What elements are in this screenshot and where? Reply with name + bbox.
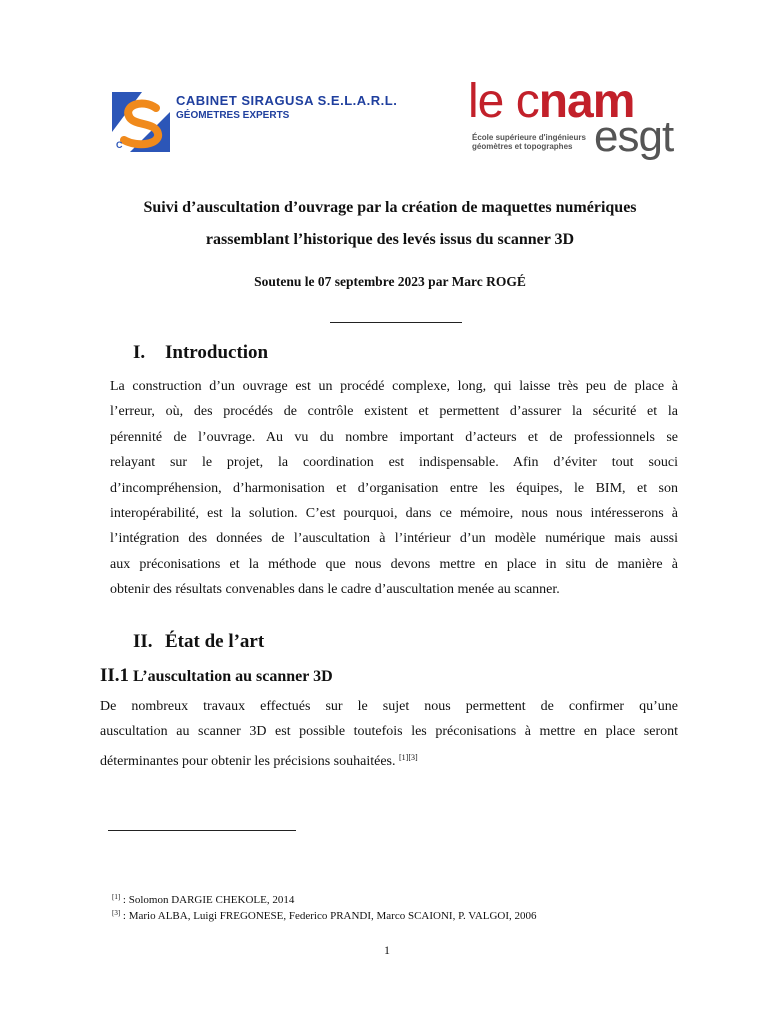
footnote-3	[112, 909, 537, 922]
defense-info: Soutenu le 07 septembre 2023 par Marc ROGÉ	[254, 274, 526, 289]
paragraph-line: obtenir des résultats convenables dans le cadre d’auscultation menée au scanner.	[110, 582, 560, 598]
paragraph-line: l’erreur, où, des procédés de contrôle existent et permettent d’assurer la sécurité et la	[110, 404, 678, 420]
section-number: I.	[133, 342, 146, 363]
paragraph-line: relayant sur le projet, la coordination est indispensable. Afin d’éviter tout souci	[110, 455, 678, 471]
cnam-light: le c	[468, 75, 539, 128]
section-heading-etat-de-lart	[133, 631, 264, 653]
section-heading-introduction	[133, 342, 268, 364]
cabinet-subtitle: GÉOMETRES EXPERTS	[176, 110, 290, 121]
paragraph-line: l’intégration des données de l’auscultation à l’intérieur d’un modèle numérique mais aussi	[110, 531, 678, 547]
section-title: Introduction	[165, 342, 269, 363]
cabinet-siragusa-logo	[112, 90, 412, 154]
cnam-subtitle	[472, 133, 586, 151]
esgt-wordmark: esgt	[594, 112, 674, 161]
reference-marks[interactable]: [1][3]	[398, 752, 418, 762]
subsection-number: II.1	[100, 665, 130, 686]
footnote-text: : Solomon DARGIE CHEKOLE, 2014	[120, 894, 295, 906]
footnote-separator	[108, 830, 296, 831]
cnam-esgt-logo	[468, 75, 688, 164]
page-number: 1	[384, 943, 390, 957]
document-title-line2: rassemblant l’historique des levés issus du scanner 3D	[205, 231, 575, 248]
cnam-subtitle-line1: École supérieure d'ingénieurs	[472, 133, 586, 142]
footnote-1	[112, 893, 294, 906]
cnam-subtitle-line2: géomètres et topographes	[472, 142, 573, 151]
paragraph-line: auscultation au scanner 3D est possible toutefois les préconisations à mettre en place seront	[100, 724, 678, 740]
scanner-paragraph	[100, 694, 678, 770]
paragraph-line: interopérabilité, est la solution. C’est pourquoi, dans ce mémoire, nous nous intéresserons à	[110, 505, 678, 521]
section-number: II.	[133, 631, 153, 652]
document-title-line1: Suivi d’auscultation d’ouvrage par la création de maquettes numériques	[143, 199, 637, 216]
paragraph-line: pérennité de l’ouvrage. Au vu du nombre important d’acteurs et de professionnels se	[110, 429, 678, 445]
paragraph-line	[100, 745, 678, 770]
paragraph-line: La construction d’un ouvrage est un procédé complexe, long, qui laisse très peu de place à	[110, 379, 678, 394]
footnote-text: : Mario ALBA, Luigi FREGONESE, Federico PRANDI, Marco SCAIONI, P. VALGOI, 2006	[120, 910, 537, 922]
introduction-paragraph	[110, 374, 678, 603]
svg-text:C: C	[116, 140, 123, 150]
paragraph-line: aux préconisations et la méthode que nous devons mettre en place in situ de manière à	[110, 556, 678, 572]
siragusa-emblem-icon	[112, 92, 170, 152]
section-title: État de l’art	[165, 631, 265, 652]
paragraph-line-text: déterminantes pour obtenir les précisions souhaitées.	[100, 753, 396, 769]
subsection-heading	[100, 665, 333, 687]
footnote-mark: [1]	[112, 893, 121, 901]
cnam-bold: nam	[538, 75, 635, 128]
cabinet-name: CABINET SIRAGUSA S.E.L.A.R.L.	[176, 93, 398, 108]
title-separator	[330, 322, 462, 323]
paragraph-line: De nombreux travaux effectués sur le sujet nous permettent de confirmer qu’une	[100, 699, 678, 714]
subsection-title: L’auscultation au scanner 3D	[133, 668, 333, 685]
footnote-mark: [3]	[112, 909, 121, 917]
paragraph-line: d’incompréhension, d’harmonisation et d’organisation entre les équipes, le BIM, et son	[110, 480, 678, 496]
